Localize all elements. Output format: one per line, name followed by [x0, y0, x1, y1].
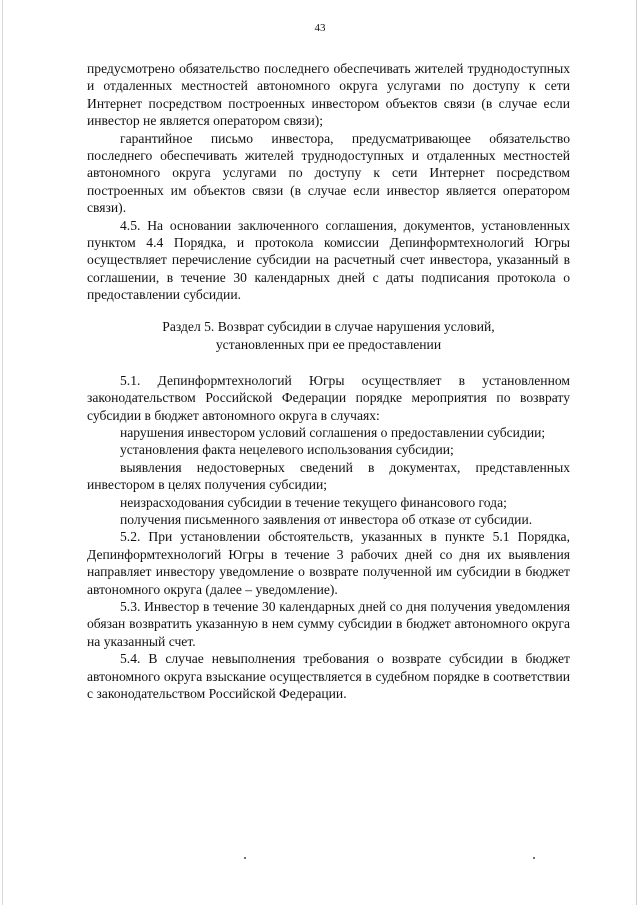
paragraph: 4.5. На основании заключенного соглашения, документов, установленных пунктом 4.4 Порядка, и протокола комиссии Депинформтехнологий Югры осуществляет перечисление субсидии на расчетный счет инвестора, указанный в соглашении, в течение 30 календарных дней с даты подписания протокола о предоставлении субсидии. — [87, 217, 570, 303]
scan-speck — [533, 857, 535, 859]
paragraph: 5.4. В случае невыполнения требования о возврате субсидии в бюджет автономного округа взыскание осуществляется в судебном порядке в соответствии с законодательством Российской Федерации. — [87, 651, 570, 701]
paragraph: 5.2. При установлении обстоятельств, указанных в пункте 5.1 Порядка, Депинформтехнологий Югры в течение 3 рабочих дней со дня их выявления направляет инвестору уведомление о возврате полученной им субсидии в бюджет автономного округа (далее – уведомление). — [87, 529, 570, 597]
list-item: неизрасходования субсидии в течение текущего финансового года; — [120, 494, 507, 510]
list-item: установления факта нецелевого использования субсидии; — [120, 442, 454, 458]
paragraph: 5.1. Депинформтехнологий Югры осуществляет в установленном законодательством Российской Федерации порядке мероприятия по возврату субсидии в бюджет автономного округа в случаях: — [87, 372, 570, 423]
scan-edge-left — [2, 0, 3, 905]
paragraph: 5.3. Инвестор в течение 30 календарных дней со дня получения уведомления обязан возвратить указанную в нем сумму субсидии в бюджет автономного округа на указанный счет. — [87, 598, 570, 649]
document-body — [87, 60, 570, 702]
scan-edge-right — [636, 0, 637, 905]
list-item: выявления недостоверных сведений в документах, представленных инвестором в целях получения субсидии; — [87, 459, 570, 493]
list-item: получения письменного заявления от инвестора об отказе от субсидии. — [120, 511, 533, 527]
section-heading-line-1: Раздел 5. Возврат субсидии в случае нарушения условий, — [162, 318, 495, 334]
list-item: нарушения инвестором условий соглашения о предоставлении субсидии; — [120, 424, 546, 440]
page-number: 43 — [314, 22, 326, 34]
section-heading — [87, 318, 570, 354]
paragraph: предусмотрено обязательство последнего обеспечивать жителей труднодоступных и отдаленных местностей автономного округа услугами по доступу к сети Интернет посредством построенных инвестором объектов связи (в случае если инвестор не является оператором связи); — [87, 61, 570, 129]
scan-speck — [244, 857, 246, 859]
paragraph: гарантийное письмо инвестора, предусматривающее обязательство последнего обеспечивать жителей труднодоступных и отдаленных местностей автономного округа услугами по доступу к сети Интернет посредством построенных им объектов связи (в случае если инвестор является оператором связи). — [87, 130, 570, 216]
section-heading-line-2: установленных при ее предоставлении — [215, 336, 442, 352]
